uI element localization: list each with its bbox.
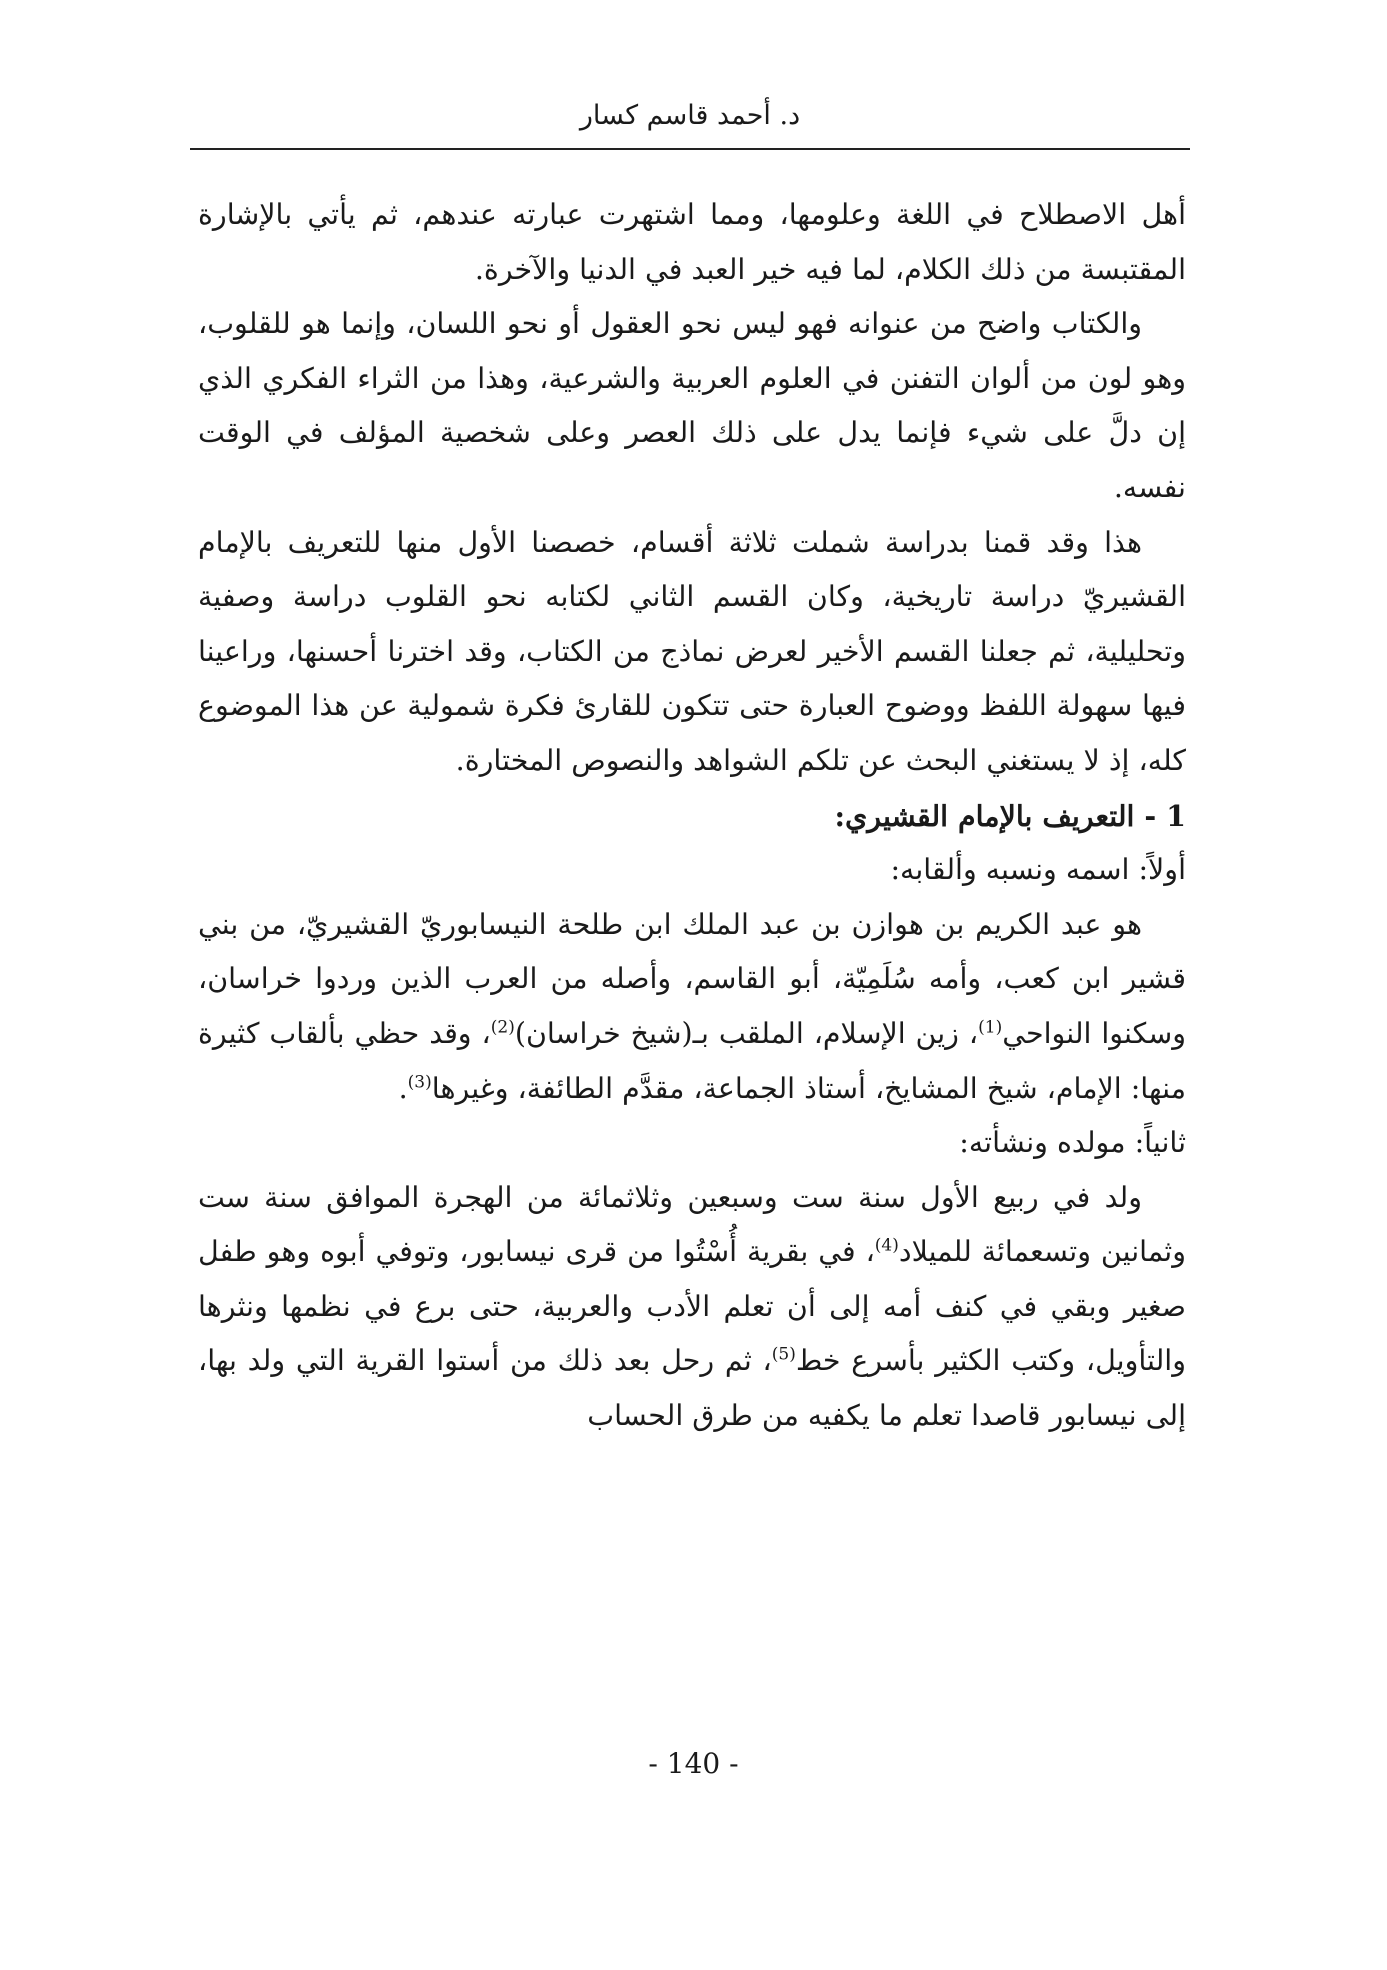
- paragraph-text: هو عبد الكريم بن هوازن بن عبد الملك ابن طلحة النيسابوريّ القشيريّ، من بني قشير ابن كعب، وأمه سُلَمِيّة، أبو القاسم، وأصله من العرب الذين وردوا خراسان، وسكنوا النواحي: [198, 907, 1186, 1050]
- paragraph-text: ، وقد حظي بألقاب كثيرة منها: الإمام، شيخ المشايخ، أستاذ الجماعة، مقدَّم الطائفة، وغيرها: [198, 1016, 1186, 1105]
- footnote-ref: (4): [874, 1235, 899, 1256]
- footnote-ref: (1): [978, 1017, 1003, 1038]
- paragraph-name-lineage: [198, 898, 1186, 1116]
- running-header: د. أحمد قاسم كسار: [579, 100, 801, 131]
- section-heading: 1 - التعريف بالإمام القشيري:: [834, 798, 1186, 833]
- paragraph-continuation: أهل الاصطلاح في اللغة وعلومها، ومما اشتهرت عبارته عندهم، ثم يأتي بالإشارة المقتبسة من ذلك الكلام، لما فيه خير العبد في الدنيا والآخرة.: [198, 198, 1186, 286]
- paragraph-text: .: [398, 1071, 408, 1105]
- paragraph-text: ، في بقرية أُسْتُوا من قرى نيسابور، وتوفي أبوه وهو طفل صغير وبقي في كنف أمه إلى أن تعلم الأدب والعربية، حتى برع في نظمها ونثرها والتأويل، وكتب الكثير بأسرع خط: [198, 1235, 1186, 1378]
- page-number: - 140 -: [648, 1747, 739, 1780]
- paragraph-birth-upbringing: [198, 1171, 1186, 1444]
- header-rule: [190, 148, 1190, 150]
- paragraph-text: ، زين الإسلام، الملقب بـ(شيخ خراسان): [514, 1016, 979, 1050]
- subheading-birth-upbringing: ثانياً: مولده ونشأته:: [959, 1126, 1186, 1160]
- paragraph-text: ، ثم رحل بعد ذلك من أستوا القرية التي ولد بها، إلى نيسابور قاصدا تعلم ما يكفيه من طرق الحساب: [198, 1344, 1186, 1433]
- paragraph-study-outline: هذا وقد قمنا بدراسة شملت ثلاثة أقسام، خصصنا الأول منها للتعريف بالإمام القشيريّ دراسة تاريخية، وكان القسم الثاني لكتابه نحو القلوب دراسة وصفية وتحليلية، ثم جعلنا القسم الأخير لعرض نماذج من الكتاب، وقد اخترنا أحسنها، وراعينا فيها سهولة اللفظ ووضوح العبارة حتى تتكون للقارئ فكرة شمولية عن هذا الموضوع كله، إذ لا يستغني البحث عن تلكم الشواهد والنصوص المختارة.: [198, 525, 1186, 777]
- paragraph-book-description: والكتاب واضح من عنوانه فهو ليس نحو العقول أو نحو اللسان، وإنما هو للقلوب، وهو لون من ألوان التفنن في العلوم العربية والشرعية، وهذا من الثراء الفكري الذي إن دلَّ على شيء فإنما يدل على ذلك العصر وعلى شخصية المؤلف في الوقت نفسه.: [198, 307, 1186, 504]
- body-text: [198, 188, 1186, 1444]
- footnote-ref: (3): [407, 1072, 432, 1092]
- footnote-ref: (5): [771, 1344, 796, 1365]
- footnote-ref: (2): [490, 1017, 515, 1038]
- paragraph-text: ولد في ربيع الأول سنة ست وسبعين وثلاثمائة من الهجرة الموافق سنة ست وثمانين وتسعمائة للميلاد: [198, 1180, 1186, 1269]
- subheading-name-lineage: أولاً: اسمه ونسبه وألقابه:: [890, 853, 1186, 887]
